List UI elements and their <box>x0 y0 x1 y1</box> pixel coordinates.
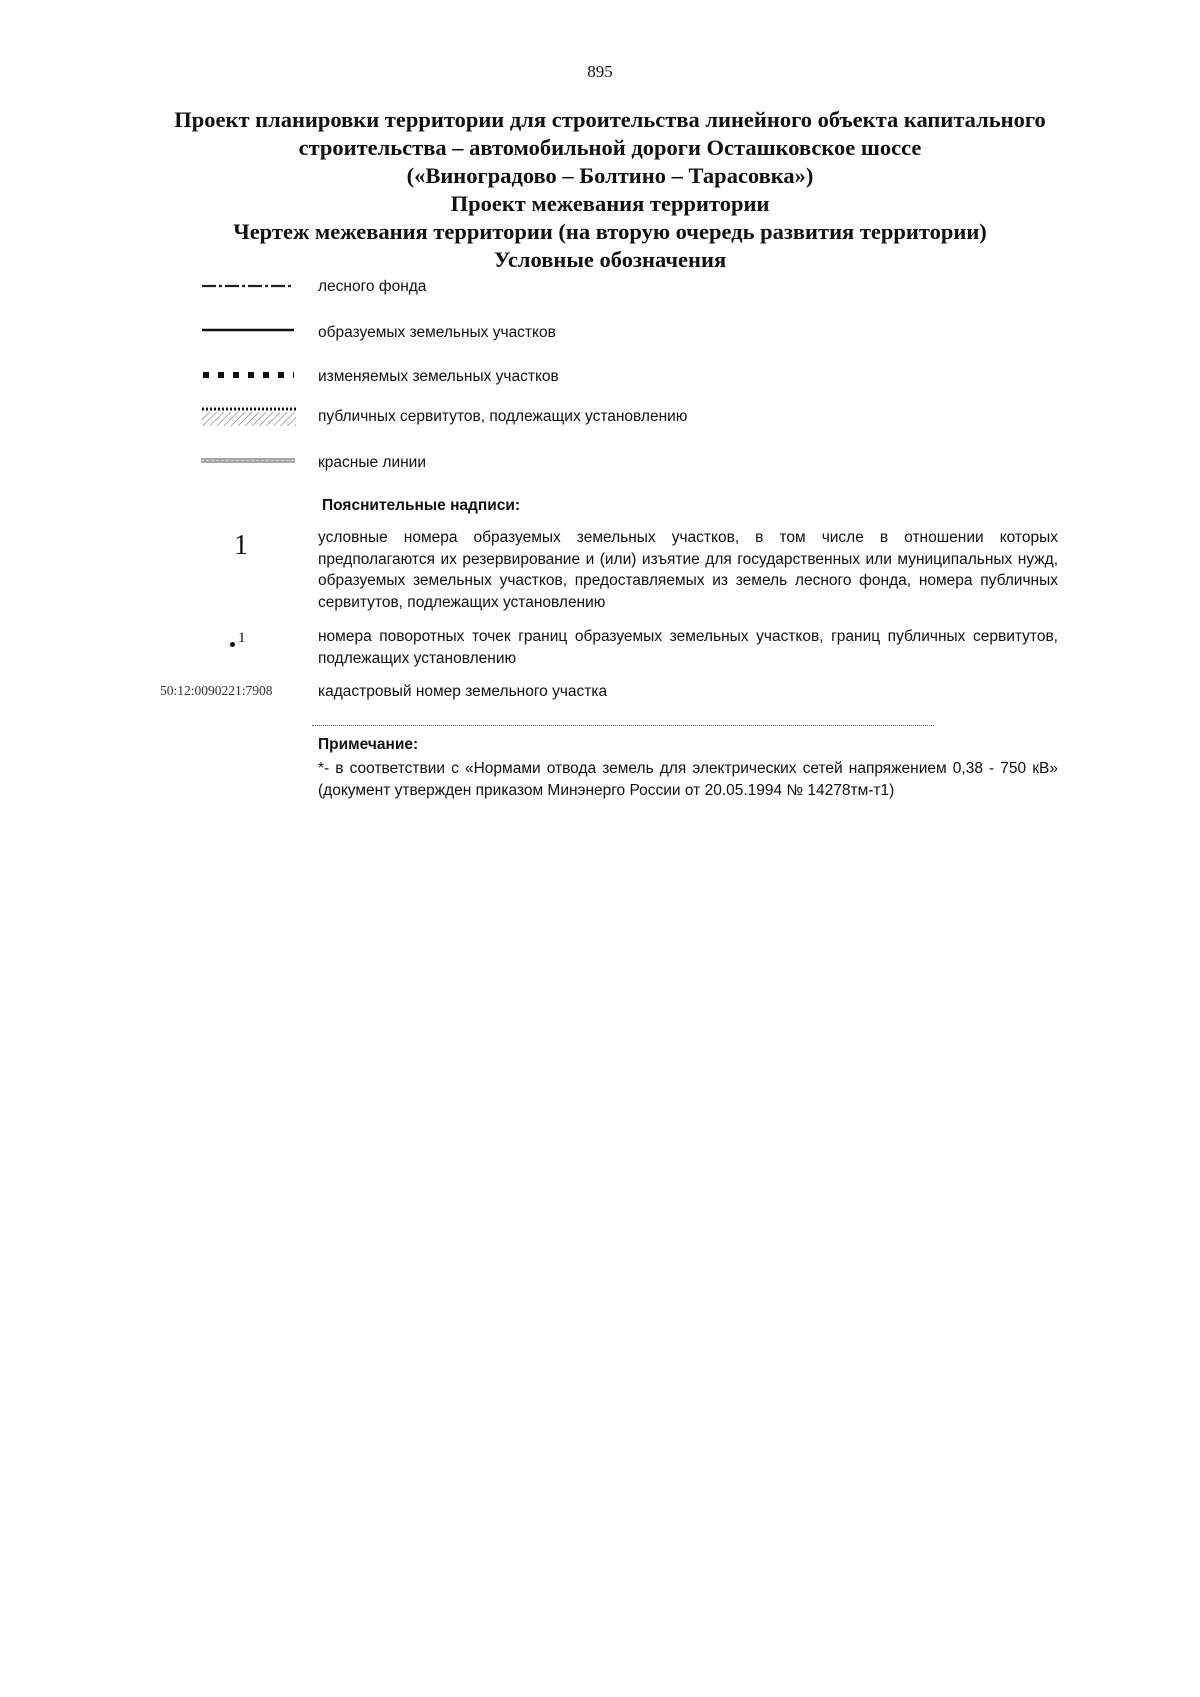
cadastral-number-sample: 50:12:0090221:7908 <box>160 683 273 698</box>
title-line-3: («Виноградово – Болтино – Тарасовка») <box>406 163 814 188</box>
turning-point-number: 1 <box>238 630 246 646</box>
legend-item-formed-plots <box>0 323 1200 351</box>
solid-line-symbol <box>200 325 296 335</box>
explanatory-heading: Пояснительные надписи: <box>322 497 521 514</box>
title-line-5: Чертеж межевания территории (на вторую очередь развития территории) <box>233 219 987 244</box>
divider <box>312 725 934 726</box>
gray-band-symbol <box>200 456 296 466</box>
square-dotted-line-symbol <box>200 370 296 380</box>
hatched-band-symbol <box>201 406 297 428</box>
legend-label: лесного фонда <box>318 278 427 295</box>
point-dot-icon <box>230 642 235 647</box>
title-line-2: строительства – автомобильной дороги Осташковское шоссе <box>298 135 922 160</box>
title-line-4: Проект межевания территории <box>450 191 770 216</box>
plot-number-marker: 1 <box>234 530 248 561</box>
note-heading: Примечание: <box>318 736 419 753</box>
legend-item-red-lines <box>0 453 1200 481</box>
legend-label: красные линии <box>318 454 426 471</box>
legend-title: Условные обозначения <box>493 247 727 272</box>
note-text: *- в соответствии с «Нормами отвода земель для электрических сетей напряжением 0,38 - 750 кВ» (документ утвержден приказом Минэнерго России от 20.05.1994 № 14278тм-т1) <box>318 760 1058 799</box>
legend-item-changed-plots <box>0 367 1200 395</box>
page-number: 895 <box>587 62 613 81</box>
dash-dot-line-symbol <box>200 281 296 291</box>
legend-label: образуемых земельных участков <box>318 324 556 341</box>
turning-point-marker <box>230 630 246 653</box>
legend-item-public-servitudes <box>0 406 1200 434</box>
legend-label: публичных сервитутов, подлежащих установлению <box>318 408 688 425</box>
explanatory-text-turning-points: номера поворотных точек границ образуемых земельных участков, границ публичных сервитутов, подлежащих установлению <box>318 628 1058 667</box>
document-title-block <box>60 106 1160 274</box>
title-line-1: Проект планировки территории для строительства линейного объекта капитального <box>174 107 1046 132</box>
explanatory-text-plot-numbers: условные номера образуемых земельных участков, в том числе в отношении которых предполагаются их резервирование и (или) изъятие для государственных или муниципальных нужд, образуемых земельных участков, предоставляемых из земель лесного фонда, номера публичных сервитутов, подлежащих установлению <box>318 529 1058 611</box>
legend-item-forest-fund <box>0 278 1200 306</box>
explanatory-text-cadastral: кадастровый номер земельного участка <box>318 683 608 700</box>
legend-label: изменяемых земельных участков <box>318 368 559 385</box>
